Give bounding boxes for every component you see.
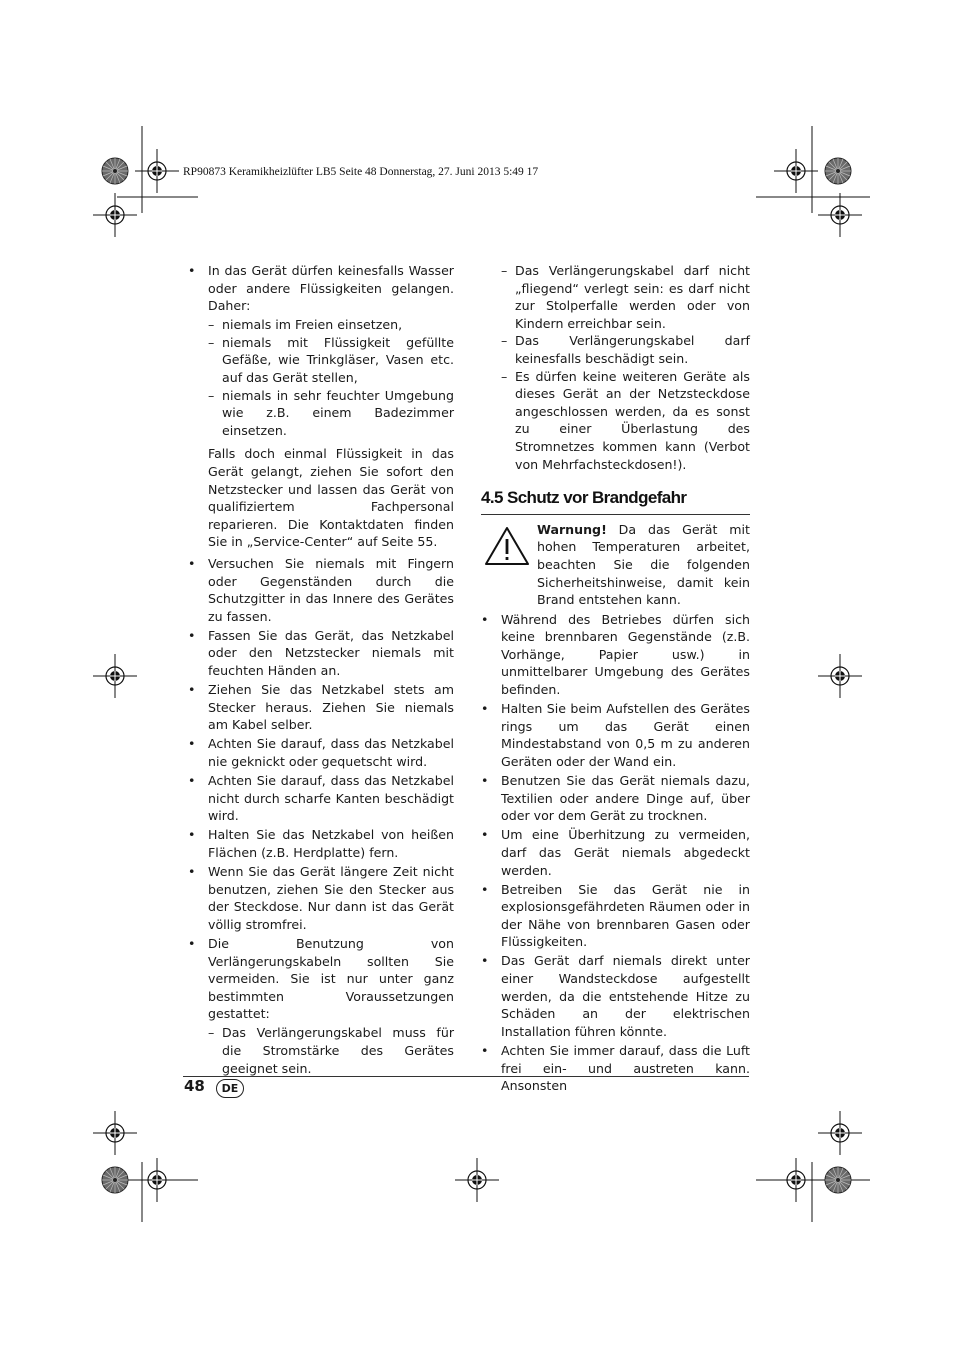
bullet-item: • Ziehen Sie das Netzkabel stets am Stecker heraus. Ziehen Sie niemals am Kabel selber. — [188, 682, 454, 733]
bullet-item: • Halten Sie beim Aufstellen des Gerätes rings um das Gerät einen Mindestabstand von 0,5 m zu anderen Geräten oder der Wand ein. — [481, 701, 750, 769]
right-column — [481, 262, 750, 1096]
section-heading: 4.5 Schutz vor Brandgefahr — [481, 488, 687, 508]
followup-paragraph: Falls doch einmal Flüssigkeit in das Gerät gelangt, ziehen Sie sofort den Netzstecker und lassen das Gerät von qualifiziertem Fachpersonal reparieren. Die Kontaktdaten finden Sie in „Service-Center“ auf Seite 55. — [208, 446, 454, 550]
warning-text: Da das Gerät mit hohen Temperaturen arbeitet, beachten Sie die folgenden Sicherheitshinweise, damit kein Brand entstehen kann. — [537, 521, 750, 608]
bullet-item: • Um eine Überhitzung zu vermeiden, darf das Gerät niemals abgedeckt werden. — [481, 827, 750, 878]
registration-mark-icon — [818, 654, 862, 698]
bullet-item: • Wenn Sie das Gerät längere Zeit nicht benutzen, ziehen Sie den Stecker aus der Steckdose. Nur dann ist das Gerät völlig stromfrei. — [188, 864, 454, 932]
bullet-item: • Benutzen Sie das Gerät niemals dazu, Textilien oder andere Dinge auf, über oder vor dem Gerät zu trocknen. — [481, 773, 750, 824]
bullet-item: • Fassen Sie das Gerät, das Netzkabel oder den Netzstecker niemals mit feuchten Händen an. — [188, 627, 454, 679]
registration-mark-icon — [774, 149, 818, 193]
bullet-item: • Die Benutzung von Verlängerungskabeln sollten Sie vermeiden. Sie ist nur unter ganz bestimmten Voraussetzungen gestattet: — [188, 935, 454, 1022]
registration-mark-icon — [93, 193, 137, 237]
registration-mark-icon — [455, 1158, 499, 1202]
dash-item: – Es dürfen keine weiteren Geräte als dieses Gerät an der Netzsteckdose angeschlossen werden, da es sonst zu einer Überlastung des Stromnetzes kommen kann (Verbot von Mehrfachsteckdosen!). — [501, 368, 750, 472]
bullet-item: • Achten Sie immer darauf, dass die Luft frei ein- und austreten kann. Ansonsten — [481, 1042, 750, 1094]
footer-divider — [183, 1076, 749, 1077]
color-wheel-icon — [825, 1167, 851, 1193]
registration-mark-icon — [135, 149, 179, 193]
registration-mark-icon — [774, 1158, 818, 1202]
dash-item: – niemals im Freien einsetzen, — [208, 317, 403, 333]
registration-mark-icon — [818, 1111, 862, 1155]
dash-list — [188, 1024, 454, 1077]
warning-triangle-icon — [483, 525, 531, 567]
bullet-text: In das Gerät dürfen keinesfalls Wasser oder andere Flüssigkeiten gelangen. Daher: — [208, 263, 454, 314]
bullet-item: • Das Gerät darf niemals direkt unter einer Wandsteckdose aufgestellt werden, da die entstehende Hitze zu Schäden an der elektrischen Installation führen könnte. — [481, 953, 750, 1039]
language-badge: DE — [216, 1079, 244, 1098]
bullet-item: • Halten Sie das Netzkabel von heißen Flächen (z.B. Herdplatte) fern. — [188, 827, 454, 860]
dash-item: – niemals mit Flüssigkeit gefüllte Gefäße, wie Trinkgläser, Vasen etc. auf das Gerät stellen, — [208, 334, 454, 386]
bullet-item — [188, 262, 454, 315]
dash-item: – Das Verlängerungskabel darf keinesfalls beschädigt sein. — [501, 333, 750, 366]
dash-item: – Das Verlängerungskabel muss für die Stromstärke des Gerätes geeignet sein. — [208, 1025, 454, 1076]
left-column — [188, 262, 454, 1077]
registration-mark-icon — [93, 1111, 137, 1155]
dash-item: – Das Verlängerungskabel darf nicht „fliegend“ verlegt sein: es darf nicht zur Stolperfalle werden oder von Kindern erreichbar sein. — [501, 263, 750, 331]
dash-list — [188, 316, 454, 439]
warning-label: Warnung! — [537, 521, 607, 537]
bullet-item: • Achten Sie darauf, dass das Netzkabel nicht durch scharfe Kanten beschädigt wird. — [188, 773, 454, 824]
bullet-item: • Während des Betriebes dürfen sich keine brennbaren Gegenstände (z.B. Vorhänge, Papier usw.) in unmittelbarer Umgebung des Gerätes befinden. — [481, 611, 750, 698]
registration-mark-icon — [93, 654, 137, 698]
registration-mark-icon — [135, 1158, 179, 1202]
bullet-item: • Betreiben Sie das Gerät nie in explosionsgefährdeten Räumen oder in der Nähe von brennbaren Gasen oder Flüssigkeiten. — [481, 881, 750, 950]
dash-list — [481, 262, 750, 473]
dash-item: – niemals in sehr feuchter Umgebung wie z.B. einem Badezimmer einsetzen. — [208, 387, 454, 438]
warning-box — [481, 521, 750, 609]
bullet-marker: • — [188, 263, 196, 278]
section-divider — [481, 514, 750, 515]
color-wheel-icon — [102, 158, 128, 184]
bullet-item: • Achten Sie darauf, dass das Netzkabel nie geknickt oder gequetscht wird. — [188, 736, 454, 770]
bullet-item: • Versuchen Sie niemals mit Fingern oder Gegenständen durch die Schutzgitter in das Innere des Gerätes zu fassen. — [188, 556, 454, 624]
color-wheel-icon — [825, 158, 851, 184]
registration-mark-icon — [818, 193, 862, 237]
page-number: 48 — [184, 1077, 205, 1095]
color-wheel-icon — [102, 1167, 128, 1193]
print-slug-header: RP90873 Keramikheizlüfter LB5 Seite 48 Donnerstag, 27. Juni 2013 5:49 17 — [183, 166, 539, 178]
